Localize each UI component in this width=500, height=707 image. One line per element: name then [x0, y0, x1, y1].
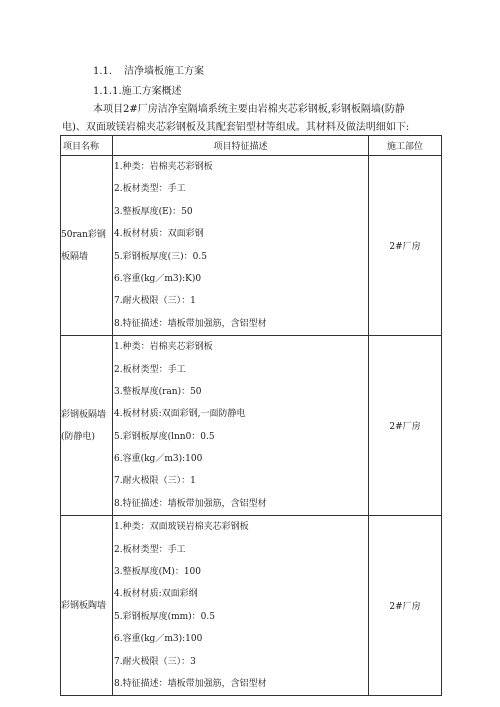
feature-line: 6.容重(kg／m3):100 — [114, 454, 203, 465]
header-item-features: 项目特征描述 — [113, 136, 369, 156]
section-number: 1.1. — [93, 66, 113, 77]
feature-line: 6.容重(kg／m3):K)0 — [114, 273, 202, 284]
table-row — [61, 336, 442, 516]
subsection-heading: 1.1.1.施工方案概述 — [93, 86, 182, 97]
item-name-cell — [61, 336, 113, 516]
table-row — [61, 156, 442, 336]
feature-line: 2.板材类型：手工 — [114, 184, 186, 195]
feature-line: 8.特征描述：墙板带加强筋，含铝型材 — [114, 678, 267, 689]
intro-line-2: 电)、双面玻镁岩棉夹芯彩钢板及其配套铝型材等组成。其材料及做法明细如下: — [62, 122, 410, 133]
item-name-cell — [61, 516, 113, 696]
table-row — [61, 516, 442, 696]
feature-line: 7.耐火极限（三）：1 — [114, 296, 196, 307]
feature-line: 5.彩钢板厚度(mm)：0.5 — [114, 611, 215, 622]
location-cell: 2#厂房 — [369, 516, 442, 696]
materials-table — [60, 135, 442, 696]
item-name-cell — [61, 156, 113, 336]
feature-line: 8.特征描述：墙板带加强筋，含铝型材 — [114, 498, 267, 509]
header-item-name: 项目名称 — [61, 136, 113, 156]
feature-line: 3.整板厚度(E)：50 — [114, 206, 193, 217]
item-features-cell — [113, 516, 369, 696]
header-location: 施工部位 — [369, 136, 442, 156]
section-title: 洁净墙板施工方案 — [124, 66, 204, 77]
feature-line: 1.种类：岩棉夹芯彩钢板 — [114, 162, 213, 172]
feature-line: 7.耐火极限（三）：1 — [114, 476, 196, 487]
feature-line: 3.整板厚度(M)：100 — [114, 567, 202, 578]
location-cell: 2#厂房 — [369, 336, 442, 516]
feature-line: 1.种类：双面玻镁岩棉夹芯彩钢板 — [114, 522, 249, 533]
item-features-cell — [113, 156, 369, 336]
table-header-row — [61, 136, 442, 156]
feature-line: 7.耐火极限（三）：3 — [114, 656, 196, 667]
location-cell: 2#厂房 — [369, 156, 442, 336]
feature-line: 2.板材类型：手工 — [114, 544, 186, 555]
feature-line: 4.板材材质:双面彩钢,一面防静电 — [114, 409, 246, 420]
feature-line: 8.特征描述：墙板带加强筋，含铝型材 — [114, 318, 267, 329]
feature-line: 4.板材材质：双面彩钢 — [114, 229, 204, 240]
feature-line: 1.种类：岩棉夹芯彩钢板 — [114, 342, 213, 353]
item-features-cell — [113, 336, 369, 516]
feature-line: 3.整板厚度(ran)：50 — [114, 386, 202, 397]
item-name-line: 彩钢板隔墙 — [61, 409, 107, 420]
feature-line: 6.容重(kg／m3):100 — [114, 634, 203, 645]
section-heading — [93, 66, 204, 78]
feature-line: 4.板材材质:双面彩纲 — [114, 589, 198, 600]
feature-line: 5.彩钢板厚度(lnn0：0.5 — [114, 431, 215, 442]
item-name-line: 50ran彩钢 — [61, 229, 106, 240]
feature-line: 2.板材类型：手工 — [114, 364, 186, 375]
feature-line: 5.彩钢板厚度(三)：0.5 — [114, 251, 207, 262]
intro-line-1: 本项目2#厂房洁净室隔墙系统主要由岩棉夹芯彩钢板,彩钢板隔墙(防静 — [93, 104, 405, 115]
item-name-line: 彩钢板陶墙 — [61, 600, 107, 611]
item-name-line: 板隔墙 — [61, 251, 89, 262]
item-name-line: (防静电) — [61, 431, 96, 442]
